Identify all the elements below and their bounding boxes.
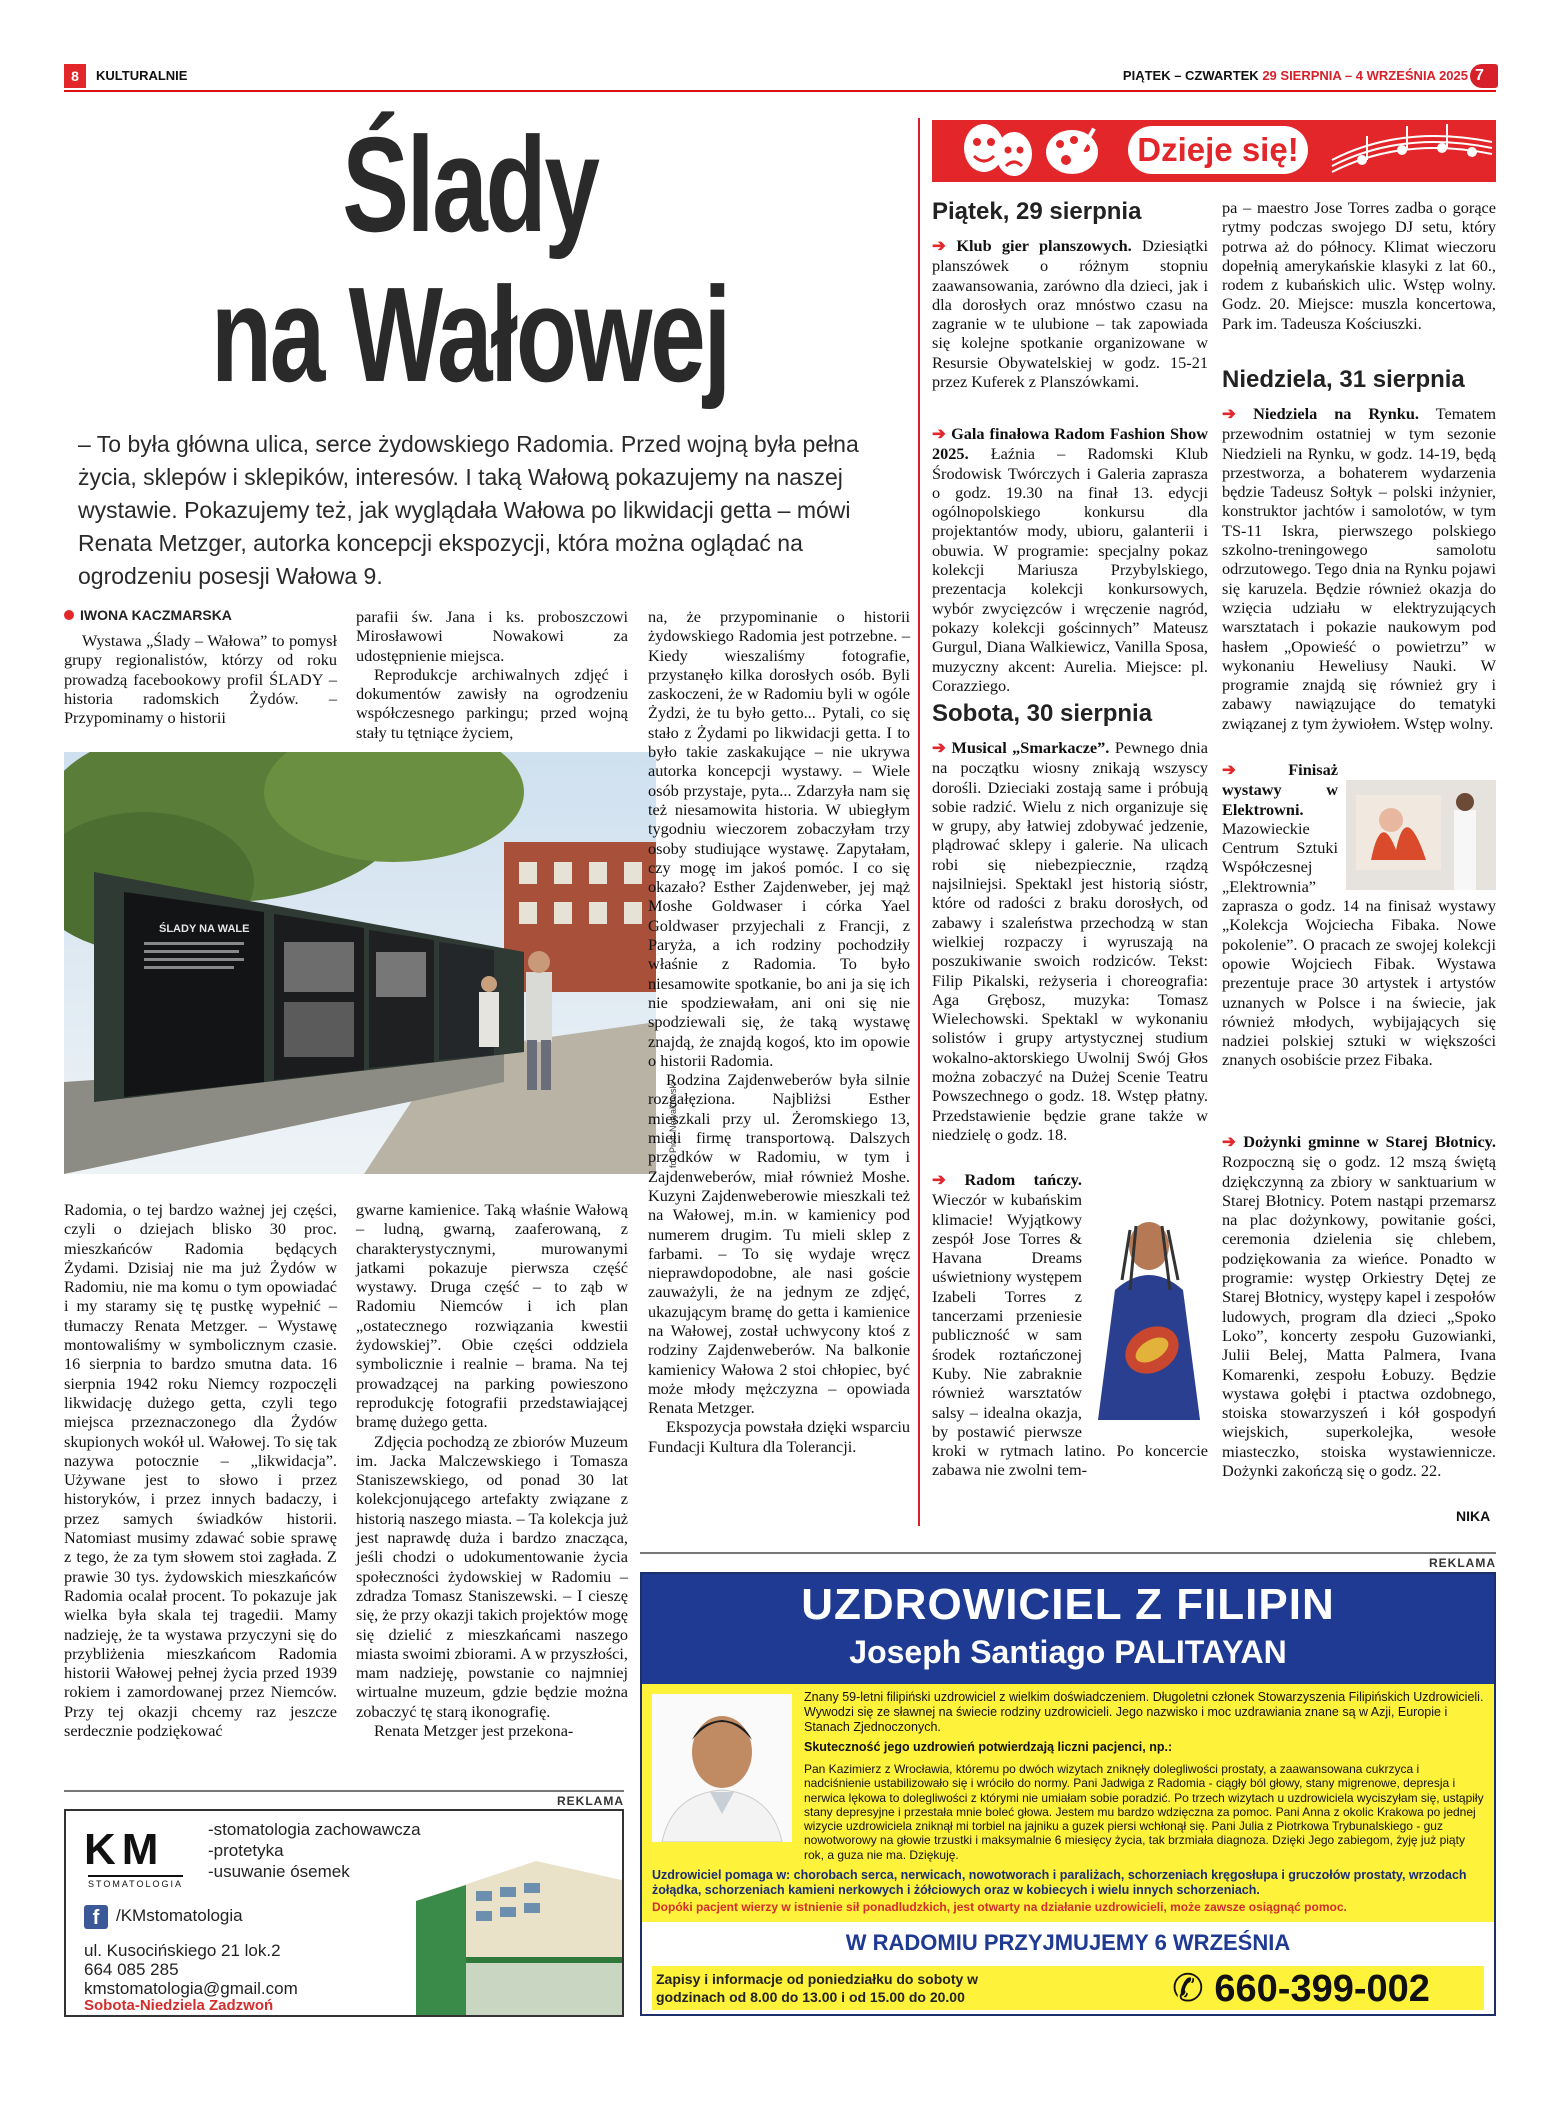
article-photo [64,752,656,1174]
ad-label-left: REKLAMA [64,1790,624,1808]
event-harvest-festival [1222,1132,1496,1480]
km-building-photo [396,1841,624,2017]
healer-phone[interactable] [1172,1966,1430,2011]
paragraph: gwarne kamienice. Taką właśnie Wałową – ludną, gwarną, zaaferowaną, z charakterystycznymi, murowanymi jatkami pokazuje pierwsza część wystawy. Druga część – to ząb w Radomiu Niemców i ich plan „ostatecznego rozwiązania kwestii żydowskiej”. Obie części oddziela symbolicznie i realnie – brama. Na tej prowadzącej na parking powieszono reprodukcję fotografii przedstawiającej bramę dużego getta. [356,1200,628,1432]
newspaper-logo: 7 [1470,64,1498,88]
event-text: Dziesiątki planszówek o różnym stopniu zaawansowania, zarówno dla dzieci, jak i dla dorosłych oraz mnóstwo czasu na zagranie w te ulubione – tak zapowiada się kolejne spotkanie organizowane w Resursie Obywatelskiej w godz. 15-21 przez Kuferek z Planszówkami. [932,236,1208,392]
arrow-icon: ➔ [932,739,952,757]
arrow-icon: ➔ [1222,1133,1244,1151]
photo-exhibition-fence [64,752,656,1174]
paragraph: Wystawa „Ślady – Wałowa” to pomysł grupy regionalistów, którzy od roku prowadzą facebookowy profil ŚLADY – historia radomskich Żydów. – Przypominamy o historii [64,631,337,728]
article-lead [78,428,910,593]
gallery-photo [1346,780,1496,890]
events-banner-title: Dzieje się! [1128,126,1308,174]
healer-contact-bar [652,1966,1484,2010]
healer-name: Joseph Santiago PALITAYAN [849,1634,1287,1670]
healer-portrait [652,1694,792,1842]
km-logo: KM [84,1825,165,1874]
arrow-icon: ➔ [932,1171,965,1189]
day-heading-saturday: Sobota, 30 sierpnia [932,700,1153,727]
event-radom-dances [932,1170,1208,1480]
km-contact [84,1941,298,1998]
article-col1-bottom [64,1200,337,1740]
km-weekend: Sobota-Niedziela Zadzwoń [84,1997,274,2014]
event-title: Radom tańczy. [964,1170,1082,1189]
km-services [208,1819,421,1882]
portrait-photo [652,1694,792,1842]
event-text: Pewnego dnia na początku wiosny znikają wszyscy dorośli. Dzieciaki zostają same i próbują sobie radzić. Wielu z nich organizuje się w grupy, aby łatwiej zdobywać jedzenie, plądrować sklepy i galerie. Na ulicach robi się niebezpiecznie, rządzą najsilniejsi. Spektakl jest historią sióstr, które od radości z braku dorosłych, od zabawy i szaleństwa przechodzą w stan wielkiej rozpaczy i wyruszają na poszukiwanie swoich rodziców. Tekst: Filip Pikalski, reżyseria i choreografia: Aga Grębosz, muzyka: Tomasz Wielechowski. Spektakl w wykonaniu solistów i grupy artystycznej studium wokalno-aktorskiego Uwolnij Swój Głos można zobaczyć na Dużej Scenie Teatru Powszechnego o godz. 18. Wstęp płatny. Przedstawienie będzie grane także w niedzielę o godz. 18. [932,738,1208,1144]
article-col2-bottom [356,1200,628,1740]
section-name: KULTURALNIE [96,68,188,83]
healer-helps: Uzdrowiciel pomaga w: chorobach serca, nerwicach, nowotworach i paraliżach, schorzeniach kręgosłupa i gruczołów prostaty, wrzodach żołądka, schorzeniach kamieni nerkowych i żółciowych oraz w kobiecych i wielu innych schorzeniach. [652,1868,1467,1897]
event-text: Łaźnia – Radomski Klub Środowisk Twórczych i Galeria zaprasza o godz. 19.30 na finał 13. edycji ogólnopolskiego konkursu dla projektantów mody, ubioru, galanterii i obuwia. W programie: specjalny pokaz kolekcji Mariusza Przybylskiego, prezentacja kolekcji konkursowych, wybór zwycięzców i wręczenie nagród, pokazy kolekcji gościnnych” Mateusz Gurgul, Diana Walkiewicz, Vanilla Sposa, muzyczny akcent: Aurelia. Miejsce: pl. Corazziego. [932,444,1209,695]
event-title: Musical „Smarkacze”. [951,738,1110,757]
arrow-icon: ➔ [1222,761,1289,779]
phone-icon: ✆ [1172,1968,1204,2010]
event-photo-gallery [1346,780,1496,890]
event-title: Dożynki gminne w Starej Błotnicy. [1243,1132,1496,1151]
healer-body [642,1684,1494,1922]
event-board-games [932,236,1208,391]
event-title: Niedziela na Rynku. [1253,404,1419,423]
facebook-icon: f [84,1905,108,1929]
arrow-icon: ➔ [1222,405,1254,423]
service: -protetyka [208,1841,284,1860]
singer-photo [1090,1190,1208,1420]
arrow-icon: ➔ [932,237,957,255]
km-address: ul. Kusocińskiego 21 lok.2 [84,1941,281,1960]
paragraph: Reprodukcje archiwalnych zdjęć i dokumentów zawisły na ogrodzeniu współczesnego parkingu; przed wojną stały tu tętniące życiem, [356,664,628,742]
healer-testimonials: Pan Kazimierz z Wrocławia, któremu po dwóch wizytach zniknęły dolegliwości prostaty, a zaawansowana cukrzyca i nadciśnienie ustabilizowało się i wróciło do normy. Pani Jadwiga z Radomia - ciągły ból głowy, stany migrenowe, depresja i nerwica lękowa to dolegliwości z którymi nie umiałam sobie poradzić. Po trzech wizytach u uzdrowiciela wyciszyłam się, ustąpiły stany depresyjne i przestała mnie boleć głowa. Jestem mu bardzo wdzięczna za pomoc. Pani Anna z okolic Krakowa po jednej wizycie uzdrowiciela zniknął mi torbiel na jajniku a guzek piersi wchłonął się. Pani Julia z Piotrkowa Trybunalskiego - guz nowotworowy na głowie trzustki i maksymalnie 6 miesięcy życia, tak brzmiała diagnoza. Dzięki Jego zabiegom, żyję już piąty rok, a guza nie ma. Dziękuję. [804,1762,1484,1862]
paragraph: na, że przypominanie o historii żydowskiego Radomia jest potrzebne. – Kiedy wieszaliśmy fotografie, przystanęło kilka dorosłych osób. Byli zaskoczeni, że w Radomiu byli w ogóle Żydzi, że tu było getto... Pytali, co się stało z Żydami po likwidacji getta. I to było takie zaskakujące – nie ukrywa autorka koncepcji wystawy. – Wiele osób przystaje, pyta... Zdarzyła nam się też niesamowita historia. W ubiegłym tygodniu wieczorem zobaczyłam trzy osoby studiujące wystawę. Zapytałam, czy mogę im jakoś pomóc. I co się okazało? Esther Zajdenweber, jej mąż Moshe Goldwaser i córka Yael Goldwaser przyjechali z Francji, z Paryża, a ich rodziny pochodziły właśnie z Radomia. To było niesamowite spotkanie, bo ani ja się ich nie spodziewałam, ani oni się nie spodziewali się, że taką wystawę znajdą, że znajdą kogoś, kto im opowie o historii Radomia. [648,607,910,1070]
ad-healer[interactable] [640,1572,1496,2016]
building-photo [396,1841,624,2017]
event-text: Rozpoczną się o godz. 12 mszą świętą dziękczynną za zbiory w sanktuarium w Starej Błotnicy. Potem nastąpi przemarsz na plac dożynkowy, powitanie gości, ceremonia dzielenia się chlebem, podziękowania za wieńce. Ponadto w programie: występ Orkiestry Dętej ze Starej Błotnicy, występy kapel i zespołów ludowych, program dla dzieci „Spoko Loko”, koncerty zespołu Guzowianki, Julii Belej, Matta Palmera, Ivana Komarenki, zespołu Łobuzy. Będzie wystawa gołębi i ptactwa ozdobnego, stoiska stowarzyszeń i kół gospodyń wiejskich, superkolejka, wesołe miasteczko, stoiska wystawiennicze. Dożynki zakończą się o godz. 22. [1222,1152,1496,1481]
healer-phone-number: 660-399-002 [1214,1968,1430,2010]
event-radom-dances-cont: pa – maestro Jose Torres zadba o gorące rytmy podczas swojego DJ setu, który potrwa aż do północy. Klimat wieczoru dopełnią amerykańskie klasyki z lat 60., rodem z kubańskich ulic. Wstęp wolny. Godz. 20. Miejsce: muszla koncertowa, Park im. Tadeusza Kościuszki. [1222,198,1496,333]
paragraph: Rodzina Zajdenweberów była silnie rozgałęziona. Najbliżsi Esther mieszkali przy ul. Żeromskiego 13, mieli firmę transportową. Dalszych przodków w Radomiu, w tym i Zajdenweberów, miał również Moshe. Kuzyni Zajdenweberowie mieszkali też na Wałowej, m.in. w kamienicy pod numerem drugim. Tu mieli sklep z farbami. – To się wydaje wręcz nieprawdopodobne, ale nasi goście zauważyli, że na jednym ze zdjęć, ukazującym bramę do getta i kamienice na Wałowej, został uchwycony ktoś z rodziny Zajdenweberów. Na balkonie kamienicy Wałowa 2 stoi chłopiec, być może młody mężczyzna – opowiada Renata Metzger. [648,1070,910,1418]
ad-label-right: REKLAMA [640,1552,1496,1570]
event-text: Wieczór w kubańskim klimacie! Wyjątkowy zespół Jose Torres & Havana Dreams uświetniony występem Izabeli Torres z tancerzami przeniesie publiczność w sam środek roztańczonej Kuby. Nie zabraknie również warsztatów salsy – idealna okazja, by postawić pierwsze kroki w rytmach latino. Po koncercie zabawa nie zwolni tem- [932,1190,1208,1480]
healer-city-date: W RADOMIU PRZYJMUJEMY 6 WRZEŚNIA [845,1930,1291,1955]
day-heading-sunday: Niedziela, 31 sierpnia [1222,366,1465,393]
paragraph: Zdjęcia pochodzą ze zbiorów Muzeum im. Jacka Malczewskiego i Tomasza Staniszewskiego, od ponad 30 lat kolekcjonującego artefakty związane z historią naszego miasta. – Ta kolekcja już jest naprawdę duża i bardzo znacząca, jeśli chodzi o udokumentowanie życia społeczności żydowskiej w Radomiu – zdradza Tomasz Staniszewski. – I cieszę się, że przy okazji takich projektów mogę się dzielić z mieszkańcami naszego miasta swoimi zbiorami. A w przyszłości, mam nadzieję, powstanie co najmniej wirtualne muzeum, gdzie będzie można zobaczyć tę starą ikonografię. [356,1431,628,1721]
healer-intro: Znany 59-letni filipiński uzdrowiciel z wielkim doświadczeniem. Długoletni członek Stowarzyszenia Filipińskich Uzdrowicieli. Wywodzi się ze sławnej na świecie rodziny uzdrowicieli. Jego nazwisko i moc uzdrawiania znane są w Azji, Europie i Stanach Zjednoczonych. [804,1690,1484,1734]
event-photo-singer [1090,1190,1208,1420]
event-sunday-market [1222,404,1496,733]
headline-line2: na Wałowej [210,259,730,410]
date-prefix: PIĄTEK – CZWARTEK [1122,68,1259,83]
headline-line1: Ślady [342,109,598,260]
event-title: Klub gier planszowych. [956,236,1132,255]
page-number: 8 [64,64,86,88]
article-col2-top [356,607,628,742]
photo-credit: fot. Piotr Nowakowski [668,1081,678,1168]
healer-title: UZDROWICIEL Z FILIPIN [801,1580,1335,1629]
lead-text: – To była główna ulica, serce żydowskiego Radomia. Przed wojną była pełna życia, sklepów i sklepików, interesów. I taką Wałową pokazujemy na naszej wystawie. Pokazujemy też, jak wyglądała Wałowa po likwidacji getta – mówi Renata Metzger, autorka koncepcji ekspozycji, która można oglądać na ogrodzeniu posesji Wałowa 9. [78,431,859,589]
paragraph: Radomia, o tej bardzo ważnej jej części, czyli o dziejach blisko 30 proc. mieszkańców Radomia będących Żydami. Dzisiaj nie ma już Żydów w Radomiu, nie ma komu o tym opowiadać i my staramy się tę pustkę wypełnić – tłumaczy Renata Metzger. – Wystawę montowaliśmy w symbolicznym czasie. 16 sierpnia to bardzo smutna data. 16 sierpnia 1942 roku Niemcy rozpoczęli likwidację dużego getta, czyli tego miejsca przeznaczonego dla Żydów skupionych wokół ul. Wałowej. To się tak nazywa potocznie – „likwidacja”. Używane jest to słowo i przez historyków, i przez innych badaczy, i przez samych świadków historii. Natomiast musimy zdawać sobie sprawę z tego, że za tym słowem stoi zagłada. Z prawie 30 tys. żydowskich mieszkańców Radomia ocalał procent. To pokazuje jak wielka była skala tej tragedii. Mamy nadzieję, że ta wystawa przyczyni się do przybliżenia mieszkańcom Radomia historii Wałowej pełnej życia przed 1939 rokiem i zamordowanej przez Niemców. Przy tej okazji chcemy raz jeszcze serdecznie podziękować [64,1200,337,1741]
event-title: Gala finałowa Radom Fashion Show 2025. [932,424,1208,464]
article-col1-top [64,631,337,727]
event-fashion-show [932,424,1208,695]
healer-bottom [642,1922,1494,2014]
paragraph: parafii św. Jana i ks. proboszczowi Mirosławowi Nowakowi za udostępnienie miejsca. [356,607,628,665]
arrow-icon: ➔ [932,425,952,443]
healer-title-band [642,1574,1494,1684]
bullet-dot-icon [64,610,74,620]
event-title: Finisaż wystawy w Elektrowni. [1222,760,1338,819]
service: -usuwanie ósemek [208,1862,350,1881]
paragraph: Ekspozycja powstała dzięki wsparciu Fundacji Kultura dla Tolerancji. [648,1417,910,1456]
paragraph: Renata Metzger jest przekona- [374,1721,574,1741]
healer-note: Dopóki pacjent wierzy w istnienie sił ponadludzkich, jest otwarty na działanie uzdrowicieli, może zawsze osiągnąć pomoc. [652,1900,1347,1914]
km-facebook[interactable]: /KMstomatologia [116,1906,243,1925]
events-signature: NIKA [1456,1508,1491,1524]
article-col3 [648,607,910,1456]
ad-km-stomatologia[interactable] [64,1809,624,2017]
photo-banner-text: ŚLADY NA WALE [159,923,250,935]
event-musical [932,738,1208,1144]
event-text: Mazowieckie Centrum Sztuki Współczesnej „Elektrownia” zaprasza o godz. 14 na finisaż wystawy „Kolekcja Wojciecha Fibaka. Nowe pokolenie”. O pracach ze swojej kolekcji opowie Wojciech Fibak. Wystawa prezentuje prace 30 artystek i artystów uznanych w Polsce i na świecie, jak również młodych, wybijających się nadziei polskiej sztuki w większości znanych osobiście przez Fibaka. [1222,818,1496,1070]
day-heading-friday: Piątek, 29 sierpnia [932,198,1142,225]
event-finissage [1222,760,1496,1070]
author-byline [64,607,232,623]
dateline [1123,68,1468,83]
headline [122,110,818,410]
date-range: 29 SIERPNIA – 4 WRZEŚNIA 2025 [1262,68,1468,83]
palette-icon [1046,128,1098,174]
km-phone[interactable]: 664 085 285 [84,1960,179,1979]
service: -stomatologia zachowawcza [208,1820,421,1839]
healer-info: Zapisy i informacje od poniedziałku do soboty w godzinach od 8.00 do 13.00 i od 15.00 do 20.00 [656,1971,979,2005]
author-name: IWONA KACZMARSKA [80,607,232,623]
healer-proof: Skuteczność jego uzdrowień potwierdzają liczni pacjenci, np.: [804,1740,1173,1754]
km-email[interactable]: kmstomatologia@gmail.com [84,1979,298,1998]
event-text: Tematem przewodnim ostatniej w tym sezonie Niedzieli na Rynku, w godz. 14-19, będą przestworza, a bohaterem wydarzenia będzie Tadeusz Sołtyk – polski inżynier, konstruktor jachtów i samolotów, w tym TS-11 Iskra, pierwszego polskiego szkolno-treningowego samolotu odrzutowego. Tego dnia na Rynku pojawi się karuzela. Będzie również okazja do wzięcia udziału w elektryzujących warsztatach i pokazie naukowym pod hasłem „Opowieść o powietrzu” w wykonaniu Heweliusy Nauki. W programie znajdą się również gry i zabawy nawiązujące do tematyki związanej z tym żywiołem. Wstęp wolny. [1222,404,1497,733]
km-logo-sub: STOMATOLOGIA [88,1875,183,1889]
column-divider [918,118,920,1526]
